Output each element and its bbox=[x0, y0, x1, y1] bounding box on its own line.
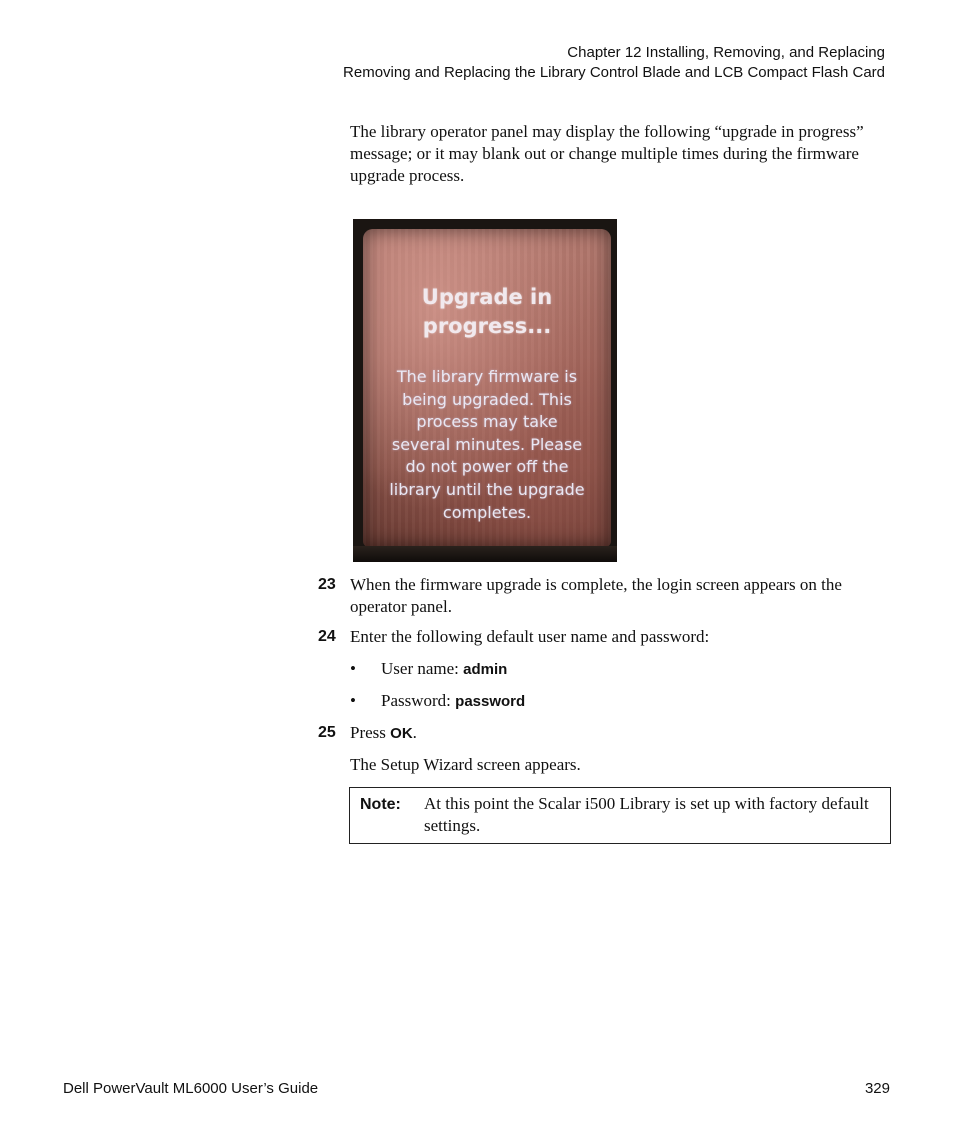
header-section: Removing and Replacing the Library Control Blade and LCB Compact Flash Card bbox=[343, 64, 885, 81]
running-header bbox=[343, 43, 885, 83]
note-text: At this point the Scalar i500 Library is set up with factory default settings. bbox=[424, 794, 869, 835]
bullet-label: User name: bbox=[381, 659, 464, 678]
step-25 bbox=[318, 722, 893, 745]
screen-message bbox=[377, 366, 597, 524]
note-label: Note: bbox=[360, 796, 401, 813]
step-23 bbox=[318, 574, 893, 618]
note-box bbox=[349, 787, 891, 844]
screen-message-line: completes. bbox=[442, 502, 532, 522]
step-text: Enter the following default user name and password: bbox=[350, 627, 710, 646]
intro-paragraph: The library operator panel may display the following “upgrade in progress” message; or it may blank out or change multiple times during the firmware upgrade process. bbox=[350, 122, 864, 185]
bullet-password bbox=[350, 690, 525, 713]
screen-title-line: Upgrade in bbox=[421, 285, 553, 309]
step-24 bbox=[318, 626, 893, 648]
bullet-label: Password: bbox=[381, 691, 456, 710]
step-text-part: . bbox=[412, 723, 417, 742]
ok-key: OK bbox=[390, 725, 413, 742]
step-number: 24 bbox=[318, 628, 336, 645]
screen-message-line: The library firmware is bbox=[396, 367, 578, 386]
screen-message-line: being upgraded. This bbox=[402, 389, 572, 409]
screen-message-line: do not power off the bbox=[405, 457, 569, 477]
panel-bezel bbox=[353, 546, 617, 562]
step-text-part: Press bbox=[350, 723, 391, 742]
username-value: admin bbox=[463, 661, 508, 678]
operator-panel-screen bbox=[363, 229, 611, 547]
footer-title: Dell PowerVault ML6000 User’s Guide bbox=[63, 1080, 319, 1097]
header-chapter: Chapter 12 Installing, Removing, and Replacing bbox=[567, 44, 885, 61]
screen-message-line: process may take bbox=[416, 412, 558, 432]
password-value: password bbox=[455, 693, 526, 710]
bullet-marker: • bbox=[350, 691, 356, 710]
step-number: 25 bbox=[318, 724, 336, 741]
step-number: 23 bbox=[318, 576, 336, 593]
page-number: 329 bbox=[864, 1080, 890, 1097]
step-text bbox=[350, 722, 893, 745]
step-text: When the firmware upgrade is complete, the login screen appears on the operator panel. bbox=[350, 575, 842, 616]
bullet-marker: • bbox=[350, 659, 356, 678]
screen-message-line: library until the upgrade bbox=[389, 479, 585, 499]
operator-panel-photo bbox=[353, 219, 617, 562]
screen-title-line: progress... bbox=[422, 314, 552, 338]
screen-message-line: several minutes. Please bbox=[391, 434, 583, 454]
setup-wizard-text: The Setup Wizard screen appears. bbox=[350, 755, 581, 774]
screen-title bbox=[363, 283, 611, 341]
bullet-username bbox=[350, 658, 507, 681]
